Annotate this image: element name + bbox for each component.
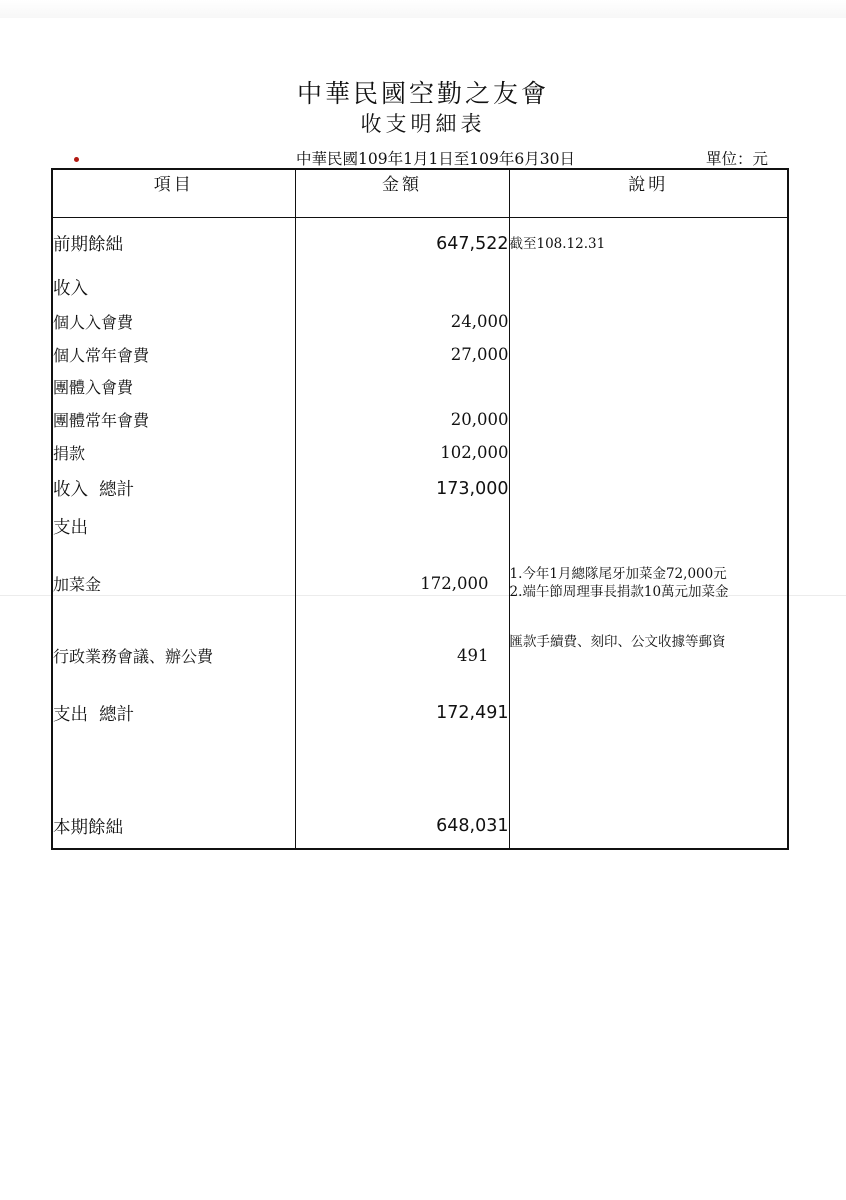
row-amount: 172,000 [295, 546, 509, 621]
table-row [52, 270, 788, 305]
row-note [509, 305, 788, 338]
row-amount: 173,000 [295, 470, 509, 508]
row-amount: 647,522 [295, 218, 509, 270]
row-amount: 648,031 [295, 805, 509, 849]
row-item: 收入 [52, 270, 295, 305]
table-row [52, 371, 788, 403]
row-amount [295, 270, 509, 305]
table-row [52, 621, 788, 691]
table-row [52, 805, 788, 849]
row-amount: 172,491 [295, 691, 509, 736]
row-item: 行政業務會議、辦公費 [52, 621, 295, 691]
row-item: 支出 [52, 508, 295, 546]
row-note: 1.今年1月總隊尾牙加菜金72,000元 2.端午節周理事長捐款10萬元加菜金 [509, 546, 788, 621]
row-note [509, 436, 788, 470]
row-item: 個人入會費 [52, 305, 295, 338]
column-header-note: 說明 [509, 169, 788, 218]
document-title: 中華民國空勤之友會 [296, 79, 549, 108]
row-item: 捐款 [52, 436, 295, 470]
table-row [52, 508, 788, 546]
row-amount [295, 508, 509, 546]
row-amount: 24,000 [295, 305, 509, 338]
table-row [52, 470, 788, 508]
row-item: 前期餘絀 [52, 218, 295, 270]
row-note: 截至108.12.31 [509, 218, 788, 270]
table-row [52, 305, 788, 338]
column-header-item: 項目 [52, 169, 295, 218]
row-item: 支出 總計 [52, 691, 295, 736]
ink-mark [74, 157, 79, 162]
row-note [509, 805, 788, 849]
table-row [52, 403, 788, 436]
row-amount: 102,000 [295, 436, 509, 470]
row-item: 團體常年會費 [52, 403, 295, 436]
row-note [509, 403, 788, 436]
table-row [52, 691, 788, 736]
table-row [52, 338, 788, 371]
row-note [509, 691, 788, 736]
table-row [52, 436, 788, 470]
row-item: 個人常年會費 [52, 338, 295, 371]
document-subtitle: 收支明細表 [360, 112, 486, 136]
table-row [52, 218, 788, 270]
row-item: 團體入會費 [52, 371, 295, 403]
table-spacer-row [52, 736, 788, 805]
row-amount: 20,000 [295, 403, 509, 436]
table-row [52, 546, 788, 621]
row-amount: 27,000 [295, 338, 509, 371]
row-note [509, 508, 788, 546]
column-header-amount: 金額 [295, 169, 509, 218]
row-item: 加菜金 [52, 546, 295, 621]
page-edge [0, 0, 846, 18]
row-item: 本期餘絀 [52, 805, 295, 849]
row-note [509, 371, 788, 403]
ledger-table [51, 168, 789, 850]
row-amount: 491 [295, 621, 509, 691]
table-header-row [52, 169, 788, 218]
row-note [509, 470, 788, 508]
reporting-period: 中華民國109年1月1日至109年6月30日 [296, 150, 575, 168]
row-note: 匯款手續費、刻印、公文收據等郵資 [509, 621, 788, 691]
row-item: 收入 總計 [52, 470, 295, 508]
row-amount [295, 371, 509, 403]
currency-unit: 單位：元 [706, 150, 769, 168]
row-note [509, 270, 788, 305]
row-note [509, 338, 788, 371]
